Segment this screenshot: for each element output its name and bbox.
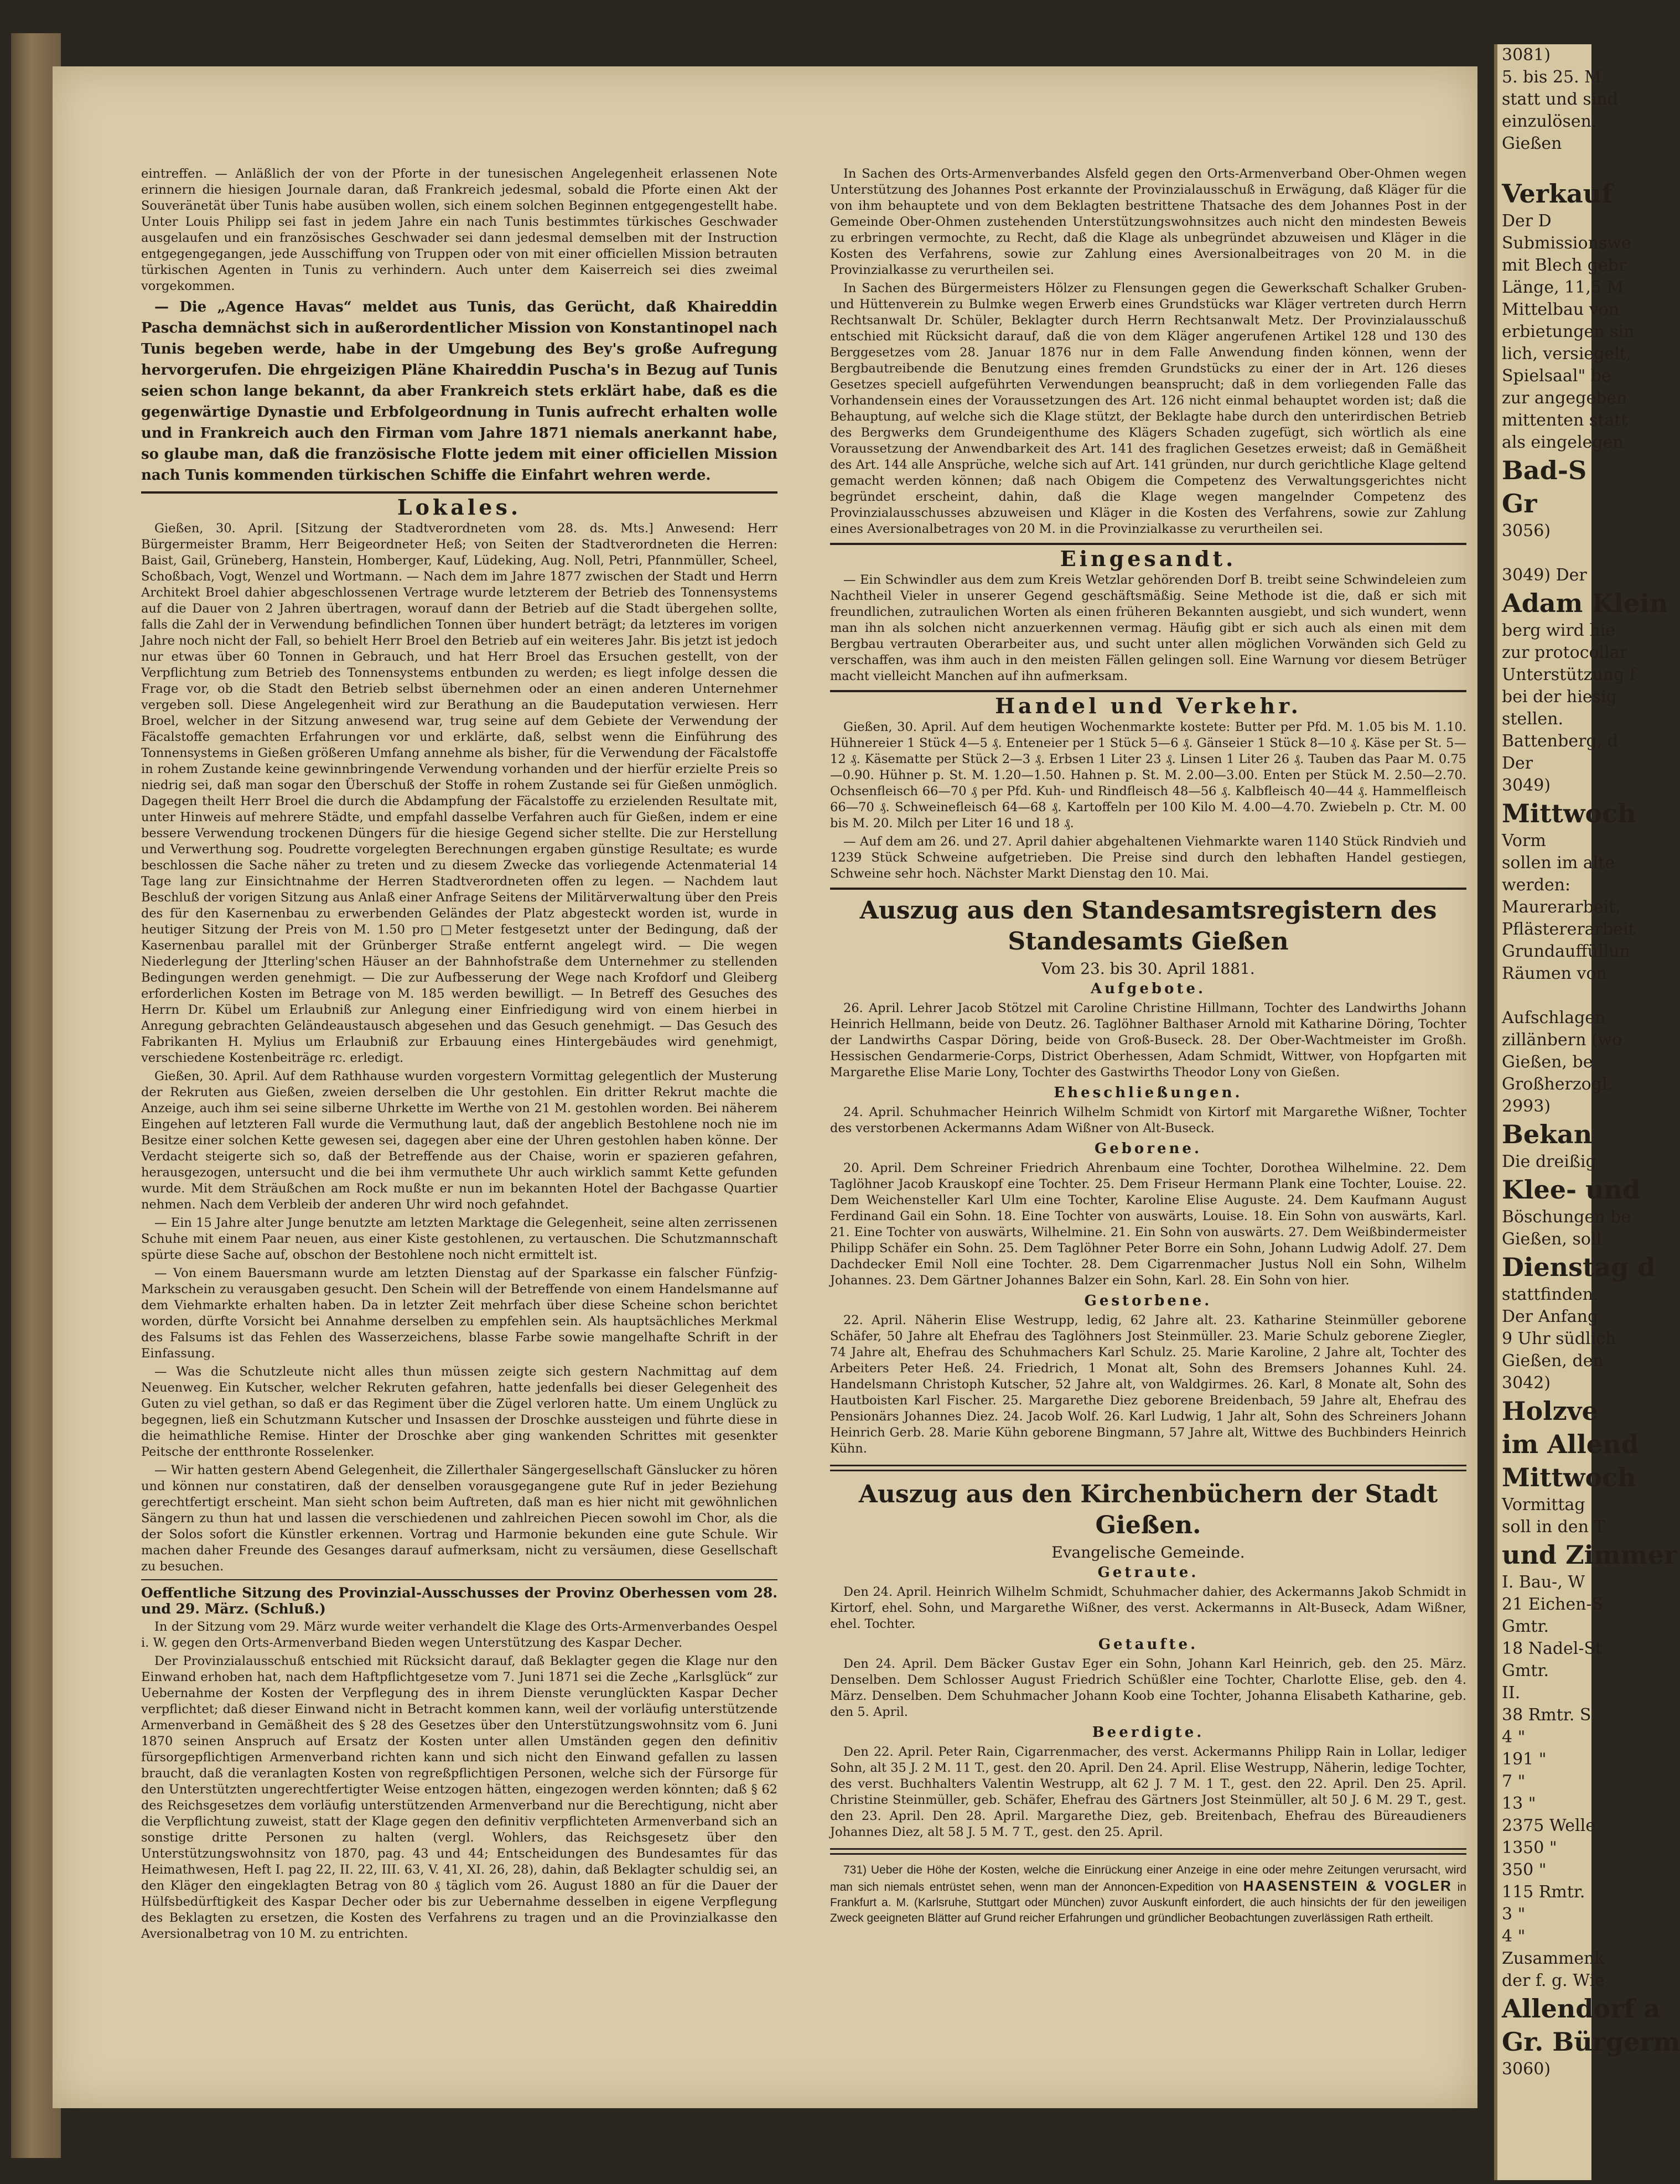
adjacent-page-line: werden: [1502, 875, 1571, 895]
adjacent-page-line: mittenten statt [1502, 411, 1628, 430]
adjacent-page-line: 115 Rmtr. [1502, 1882, 1585, 1902]
adjacent-page-line: Gießen, be [1502, 1052, 1593, 1072]
adjacent-page-line: zur protocollar [1502, 643, 1628, 662]
lokales-paragraph: — Von einem Bauersmann wurde am letzten Dienstag auf der Sparkasse ein falscher Fünfzig-Markschein zu verausgaben gesucht. Den Schein will der Betreffende von einem Handelsmanne auf dem Viehmarkte erhalten haben. Da in letzter Zeit mehrfach über diese Scheine schon berichtet worden, dürfte Vorsicht bei Annahme derselben zu empfehlen sein. Als hauptsächliches Merkmal des Falsums ist das Fehlen des Wasserzeichens, blasse Farbe sowie mangelhafte Schrift in der Einfassung. [141, 1266, 777, 1361]
adjacent-page-line: Räumen von [1502, 964, 1607, 983]
aufgebote-heading: Aufgebote. [1090, 981, 1206, 997]
adjacent-page-line: zur angegeben [1502, 388, 1627, 408]
adjacent-page-line: 4 " [1502, 1728, 1526, 1747]
adjacent-page-line: 13 " [1502, 1794, 1536, 1813]
adjacent-page-line: erbietungen sin [1502, 322, 1635, 341]
divider [830, 690, 1466, 692]
lokales-paragraph: — Was die Schutzleute nicht alles thun müssen zeigte sich gestern Nachmittag auf dem Neuenweg. Ein Kutscher, welcher Rekruten gefahren, hatte jedenfalls bei dieser Gelegenheit des Guten zu viel gethan, so daß er das Regiment über die Zügel verloren hatte. Um einem Unglück zu begegnen, ließ ein Schutzmann Kutscher und Insassen der Droschke aussteigen und führte diese in die heimathliche Remise. Hinter der Droschke aber ging wankenden Schrittes mit gesenkter Peitsche der entthronte Rosselenker. [141, 1365, 777, 1459]
adjacent-page-line: sollen im alte [1502, 853, 1615, 873]
handel-heading: Handel und Verkehr. [995, 693, 1302, 718]
oeffentliche-paragraph: Der Provinzialausschuß entschied mit Rücksicht darauf, daß Beklagter gegen die Klage nur den Einwand erhoben hat, nach dem Haftpflichtgesetze vom 7. Juni 1871 sei die Zeche „Karlsglück“ zur Uebernahme der Kosten der Verpflegung des in ihrem Dienste verunglückten Kaspar Decher verpflichtet; daß dieser Einwand nicht in Betracht kommen kann, weil der vorläufig unterstützende Armenverband in Gemäßheit des § 28 des Gesetzes über den Unterstützungswohnsitz vom 6. Juni 1870 seinen Anspruch auf Ersatz der Kosten unter allen Umständen gegen den definitiv fürsorgepflichtigen Armenverband richten kann und sich nicht den Einwand gefallen zu lassen braucht, daß die veranlagten Kosten von regreßpflichtigen Personen, welche sich der Fürsorge für den Unterstützten ungerechtfertigter Weise entzogen hätten, eingezogen werden könnten; daß § 62 des Reichsgesetzes dem vorläufig unterstützenden Armenverband nur die Berechtigung, nicht aber die Verpflichtung zuweist, statt der Klage gegen den definitiv verpflichteten Armenverband sich an sonstige dritte Personen zu halten (vergl. Wohlers, das Reichsgesetz über den Unterstützungswohnsitz von 1870, pag. 43 und 44; Entscheidungen des Bundesamtes für das Heimathwesen, Heft I. pag 22, II. 22, III. 63, V. 41, XI. 26, 28), dahin, daß Beklagter schuldig sei, an den Kläger den eingeklagten Betrag von 80 ₰ täglich vom 26. August 1880 an für die Dauer der Hülfsbedürftigkeit des Kaspar Decher oder bis zur Uebernahme desselben in eigene Verpflegung des Beklagten zu ersetzen, die Kosten des Verfahrens zu tragen und an die Provinzialkasse den Aversionalbetrag von 10 M. zu entrichten. [141, 1654, 777, 1941]
divider [830, 543, 1466, 545]
handel-paragraph: — Auf dem am 26. und 27. April dahier abgehaltenen Viehmarkte waren 1140 Stück Rindvieh und 1239 Stück Schweine aufgetrieben. Die Preise sind durch den lebhaften Handel gestiegen, Schweine sehr hoch. Nächster Markt Dienstag den 10. Mai. [830, 834, 1466, 881]
adjacent-page-line: 3060) [1502, 2060, 1551, 2079]
adjacent-page-line: 18 Nadel-St [1502, 1639, 1603, 1658]
kirchen-subheading: Evangelische Gemeinde. [1051, 1543, 1245, 1562]
adjacent-page-line: 5. bis 25. M [1502, 68, 1601, 87]
adjacent-page-line: Maurerarbeit, [1502, 898, 1621, 917]
adjacent-page-fragment [1494, 44, 1680, 2180]
adjacent-page-line: 3 " [1502, 1905, 1526, 1924]
adjacent-page-line: 3049) [1502, 776, 1551, 795]
sachen-paragraph: In Sachen des Orts-Armenverbandes Alsfeld gegen den Orts-Armenverband Ober-Ohmen wegen Unterstützung des Johannes Post erkannte der Provinzialausschuß in Erwägung, daß Kläger für die von ihm behauptete und von dem Beklagten bestrittene Thatsache des dem Johannes Post in der Gemeinde Ober-Ohmen zustehenden Unterstützungswohnsitzes auch nicht den mindesten Beweis zu erbringen vermochte, zu Recht, daß die Klage als unbegründet abzuweisen und Kläger in die Kosten des Verfahrens, sowie zur Zahlung eines Aversionalbeitrages von 20 M. in die Provinzialkasse zu verurtheilen sei. [830, 167, 1466, 277]
adjacent-page-line: Aufschlagen [1502, 1008, 1606, 1028]
gestorbene-text: 22. April. Näherin Elise Westrupp, ledig, 62 Jahre alt. 23. Katharine Steinmüller geborene Schäfer, 50 Jahre alt Ehefrau des Taglöhners Jost Steinmüller. 23. Marie Schulz geborene Ziegler, 74 Jahre alt, Ehefrau des Schuhmachers Karl Schulz. 25. Marie Karoline, 2 Jahre alt, Tochter des Arbeiters Peter Heß. 24. Friedrich, 1 Monat alt, Sohn des Bremsers Johannes Kuhl. 24. Handelsmann Christoph Kutscher, 52 Jahre alt, von Waldgirmes. 26. Karl, 8 Monate alt, Sohn des Hautboisten Karl Fischer. 25. Margarethe Diez geborene Breidenbach, 59 Jahre alt, Ehefrau des Pensionärs Johannes Diez. 24. Jacob Wolf. 26. Karl Ludwig, 1 Jahr alt, Sohn des Schreiners Johann Heinrich Gerb. 28. Marie Kühn geborene Bingmann, 57 Jahre alt, Wittwe des Buchbinders Heinrich Kühn. [830, 1313, 1466, 1456]
adjacent-page-line: mit Blech gebr [1502, 256, 1627, 275]
adjacent-page-line: stattfinden. [1502, 1285, 1599, 1304]
eingesandt-paragraph: — Ein Schwindler aus dem zum Kreis Wetzlar gehörenden Dorf B. treibt seine Schwindeleien zum Nachtheil Vieler in unserer Gegend geschäftsmäßig. Seine Methode ist die, daß er sich mit freundlichen, zutraulichen Worten als einen früheren Bekannten ausgiebt, und sich wundert, wenn man ihn als solchen nicht anzuerkennen vermag. Häufig gibt er sich auch als einen mit dem Bergbau vertrauten Oberarbeiter aus, und sucht unter allen möglichen Vorwänden sich Geld zu verschaffen, was ihm auch in den meisten Fällen gelingen soll. Eine Warnung vor diesem Betrüger macht vielleicht Manchen auf ihn aufmerksam. [830, 573, 1466, 683]
adjacent-page-line: soll in den T [1502, 1517, 1605, 1537]
adjacent-page-line: Gießen, soll [1502, 1230, 1602, 1249]
adjacent-page-line: Adam Klein [1502, 588, 1668, 618]
oeffentliche-sitzung-title: Oeffentliche Sitzung des Provinzial-Ausschusses der Provinz Oberhessen vom 28. und 29. März. (Schluß.) [141, 1585, 777, 1617]
adjacent-page-line: Grundauffüllun [1502, 942, 1630, 961]
adjacent-page-line: Großherzogl. [1502, 1075, 1613, 1094]
eheschliessungen-heading: Eheschließungen. [1054, 1085, 1243, 1101]
getraute-heading: Getraute. [1097, 1564, 1199, 1581]
beerdigte-heading: Beerdigte. [1092, 1724, 1205, 1741]
adjacent-page-line: Mittwoch [1502, 798, 1636, 828]
adjacent-page-line: Länge, 11,5 M [1502, 278, 1624, 297]
adjacent-page-line: im Allend [1502, 1429, 1639, 1459]
adjacent-page-line: und Zimmer [1502, 1540, 1677, 1570]
adjacent-page-line: statt und sind [1502, 90, 1618, 109]
tunis-paragraph-2: — Die „Agence Havas“ meldet aus Tunis, das Gerücht, daß Khaireddin Pascha demnächst sich in außerordentlicher Mission von Konstantinopel nach Tunis begeben werde, habe in der Umgebung des Bey's große Aufregung hervorgerufen. Die ehrgeizigen Pläne Khaireddin Puscha's in Bezug auf Tunis seien schon lange bekannt, da aber Frankreich stets erklärt habe, daß es die gegenwärtige Dynastie und Erbfolgeordnung in Tunis aufrecht erhalten wolle und in Frankreich auch den Firman vom Jahre 1871 niemals anerkannt habe, so glaube man, daß die französische Flotte jedem mit einer officiellen Mission nach Tunis kommenden türkischen Schiffe die Einfahrt wehren werde. [141, 299, 777, 484]
standesamt-heading: Auszug aus den Standesamtsregistern des Standesamts Gießen [859, 896, 1437, 956]
adjacent-page-line: Mittelbau von [1502, 300, 1620, 319]
beerdigte-text: Den 22. April. Peter Rain, Cigarrenmacher, des verst. Ackermanns Philipp Rain in Lollar, lediger Sohn, alt 35 J. 2 M. 11 T., gest. den 20. April. Den 24. April. Elise Westrupp, Näherin, ledige Tochter, des verst. Buchhalters Valentin Westrupp, alt 62 J. 7 M. 1 T., gest. den 22. April. Den 25. April. Christine Steinmüller, geb. Schäfer, Ehefrau des Gärtners Jost Steinmüller, alt 50 J. 6 M. 29 T., gest. den 23. April. Den 28. April. Margarethe Diez, geb. Breitenbach, Ehefrau des Büreaudieners Johannes Diez, alt 58 J. 5 M. 7 T., gest. den 25. April. [830, 1745, 1466, 1839]
adjacent-page-line: 3081) [1502, 45, 1551, 65]
left-column [141, 166, 777, 1944]
double-divider [830, 1848, 1466, 1855]
adjacent-page-line: Bad-S [1502, 455, 1587, 485]
sachen-paragraph: In Sachen des Bürgermeisters Hölzer zu Flensungen gegen die Gewerkschaft Schalker Gruben- und Hüttenverein zu Bulmke wegen Erwerb eines Grundstücks war Kläger vertreten durch Herrn Rechtsanwalt Dr. Schüler, Beklagter durch Herrn Rechtsanwalt Metz. Der Provinzialausschuß entschied mit Rücksicht darauf, daß die von dem Kläger angerufenen Artikel 128 und 130 des Berggesetzes vom 28. Januar 1876 nur in dem Falle Anwendung finden können, wenn der Bergbautreibende die Benutzung eines fremden Grundstücks zu einer der in Art. 126 dieses Gesetzes speciell aufgeführten Verwendungen beansprucht; daß in dem vorliegenden Falle das Vorhandensein eines der Voraussetzungen des Art. 126 nicht einmal behauptet worden ist; daß die Behauptung, auf welche sich die Klage stützt, der Beklagte habe durch den unterirdischen Betrieb des Bergwerks dem Grundeigenthume des Klägers Schaden zugefügt, sich wörtlich als eine Voraussetzung der Anwendbarkeit des Art. 141 des fraglichen Gesetzes erweist; daß in Gemäßheit des Art. 144 alle Ansprüche, welche sich auf Art. 141 gründen, nur durch gerichtliche Klage geltend gemacht werden können; daß nach Obigem die Competenz des Verwaltungsgerichtes nicht begründet erscheint, dahin, daß die Klage wegen mangelnder Competenz des Provinzialausschusses abzuweisen und Kläger in die Kosten des Verfahrens, sowie zur Zahlung eines Aversionalbetrages von 20 M. in die Provinzialkasse zu verurtheilen sei. [830, 281, 1466, 536]
adjacent-page-line: 2375 Welle [1502, 1816, 1595, 1835]
adjacent-page-line [1497, 985, 1591, 1007]
adjacent-page-line: stellen. [1502, 709, 1564, 729]
adjacent-page-line: Dienstag d [1502, 1252, 1656, 1282]
standesamt-dates: Vom 23. bis 30. April 1881. [1041, 959, 1255, 978]
adjacent-page-line: lich, versiegelt, [1502, 344, 1632, 364]
getaufte-text: Den 24. April. Dem Bäcker Gustav Eger ein Sohn, Johann Karl Heinrich, geb. den 25. März. Denselben. Dem Schlosser August Friedrich Schüßler eine Tochter, Charlotte Elise, geb. den 4. März. Denselben. Dem Schuhmacher Johann Koob eine Tochter, Johanna Elisabeth Katharine, geb. den 5. April. [830, 1657, 1466, 1719]
adjacent-page-line: 21 Eichen-S [1502, 1595, 1604, 1614]
eingesandt-heading: Eingesandt. [1060, 546, 1237, 571]
adjacent-page-line: Der Anfang [1502, 1307, 1599, 1326]
adjacent-page-line: 7 " [1502, 1772, 1526, 1791]
lokales-paragraph: — Ein 15 Jahre alter Junge benutzte am letzten Marktage die Gelegenheit, seine alten zerrissenen Schuhe mit einem Paar neuen, aus einer Kiste gestohlenen, zu vertauschen. Die Schutzmannschaft spürte diese Sache auf, obschon der Bestohlene noch nicht ermittelt ist. [141, 1216, 777, 1262]
adjacent-page-line: Gr. Bürgerm [1502, 2027, 1680, 2057]
adjacent-page-line [1497, 542, 1591, 564]
adjacent-page-line: 350 " [1502, 1860, 1547, 1880]
adjacent-page-line: 3049) Der [1502, 566, 1587, 585]
adjacent-page-line: als eingelegen [1502, 433, 1624, 452]
right-column [830, 166, 1466, 1928]
adjacent-page-line: zillänbern (wo [1502, 1030, 1622, 1050]
adjacent-page-line: Gießen [1502, 134, 1562, 153]
adjacent-page-line: 191 " [1502, 1750, 1547, 1769]
lokales-paragraph: Gießen, 30. April. Auf dem Rathhause wurden vorgestern Vormittag gelegentlich der Musterung der Rekruten aus Gießen, zweien derselben die Uhr gestohlen. Ein dritter Rekrut machte die Anzeige, auch ihm sei seine silberne Uhrkette im Werthe von 21 M. gestohlen worden. Bei näherem Eingehen auf letzteren Fall wurde die Vermuthung laut, daß der angeblich Bestohlene noch nie im Besitze einer solchen Kette gewesen sei, dagegen aber eine der Uhren gestohlen haben könne. Der Verdacht steigerte sich so, daß der Betreffende aus der Chaise, worin er spazieren gefahren, herausgezogen, untersucht und die bei ihm vermuthete Uhr auch wirklich sammt Kette gefunden wurde. Mit dem Sträußchen am Rock mußte er nun im bekannten Hotel der Bachgasse Quartier nehmen. Nach dem Verbleib der anderen Uhr wird noch gefahndet. [141, 1069, 777, 1212]
adjacent-page-line: Zusammenk [1502, 1949, 1605, 1968]
adjacent-page-line: Battenberg, d [1502, 732, 1618, 751]
geborene-text: 20. April. Dem Schreiner Friedrich Ahrenbaum eine Tochter, Dorothea Wilhelmine. 22. Dem Taglöhner Jacob Krauskopf eine Tochter. 25. Dem Friseur Hermann Plank eine Tochter, Louise. 22. Dem Weichensteller Karl Ulm eine Tochter, Karoline Elise Auguste. 24. Dem Kaufmann August Ferdinand Gail ein Sohn. 18. Eine Tochter von auswärts, Louise. 18. Ein Sohn von auswärts, Karl. 21. Eine Tochter von auswärts, Wilhelmine. 21. Ein Sohn von auswärts. 27. Dem Weißbindermeister Philipp Schäfer ein Sohn. 25. Dem Taglöhner Peter Borre ein Sohn, Johann Ludwig Adolf. 27. Dem Dachdecker Emil Noll eine Tochter. 28. Dem Cigarrenmacher Justus Noll ein Sohn, Wilhelm Johannes. 23. Dem Gärtner Johannes Balzer ein Sohn, Karl. 28. Ein Sohn von hier. [830, 1161, 1466, 1288]
ad-firm-name: HAASENSTEIN & VOGLER [1243, 1877, 1452, 1894]
adjacent-page-line: Spielsaal" be [1502, 366, 1611, 386]
adjacent-page-line: Gr [1502, 489, 1537, 518]
gestorbene-heading: Gestorbene. [1084, 1293, 1212, 1309]
lokales-paragraph: Gießen, 30. April. [Sitzung der Stadtverordneten vom 28. ds. Mts.] Anwesend: Herr Bürgermeister Bramm, Herr Beigeordneter Heß; von Seiten der Stadtverordneten die Herren: Baist, Gail, Grüneberg, Hanstein, Homberger, Kauf, Lüdeking, Aug. Noll, Petri, Pfannmüller, Scheel, Schoßbach, Vogt, Wenzel und Wortmann. — Nach dem im Jahre 1877 zwischen der Stadt und Herrn Architekt Broel dahier abgeschlossenen Vertrage wurde letzterem der Betrieb des Tonnensystems auf die Dauer von 2 Jahren übertragen, worauf dann der Betrieb auf die Stadt übergehen sollte, falls die Zahl der in Verwendung befindlichen Tonnen über hundert beträgt; da letzteres im vorigen Jahre noch nicht der Fall, so behielt Herr Broel den Betrieb auf ein weiteres Jahr. Bis jetzt ist jedoch nur etwas über 60 Tonnen in Gebrauch, und hat Herr Broel das Ersuchen gestellt, von der Verpflichtung zum Betrieb des Tonnensystems entbunden zu werden; es liegt infolge dessen die Frage vor, ob die Stadt den Betrieb selbst übernehmen oder an einen anderen Unternehmer vergeben soll. Diese Angelegenheit wird zur Berathung an die Baudeputation verwiesen. Herr Broel, welcher in der Sitzung anwesend war, trug seine auf dem Gebiete der Verwendung der Fäcalstoffe gemachten Erfahrungen vor und erklärte, daß, selbst wenn die Einführung des Tonnensystems in Gießen größeren Umfang annehme als bisher, für die Verwendung der Fäcalstoffe in rohem Zustande keine gewinnbringende Verwendung vorhanden und der hierfür erzielte Preis so niedrig sei, daß man sogar den Überschuß der Stoffe in rohem Zustande sei für Gießen unmöglich. Dagegen theilt Herr Broel die durch die Abdampfung der Fäcalstoffe zu erzielenden Resultate mit, unter Hinweis auf mehrere Städte, und empfahl dasselbe Verfahren auch für Gießen, indem er eine bessere Verwendung trockenen Düngers für die hiesige Gegend sicher stellte. Die zur Herstellung und Verwerthung sog. Poudrette vorgelegten Berechnungen ergaben günstige Resultate; es wurde beschlossen die Sache näher zu treten und zu diesem Zwecke das vorliegende Actenmaterial 14 Tage lang zur Einsichtnahme der Herren Stadtverordneten offen zu legen. — Nachdem laut Beschluß der vorigen Sitzung aus Anlaß einer Anfrage Seitens der Militärverwaltung über den Preis des für den Kasernenbau zu erwerbenden Geländes der Platz abgesteckt worden ist, wurde in heutiger Sitzung der Preis von M. 1.50 pro □Meter festgesetzt unter der Bedingung, daß der Kasernenbau parallel mit der Grünberger Straße entfernt angelegt wird. — Die wegen Niederlegung der Jtterling'schen Häuser an der Bahnhofstraße dem Unternehmer zu stellenden Bedingungen werden genehmigt. — Die zur Aufbesserung der Wege nach Krofdorf und Gleiberg erforderlichen Kosten im Betrage von M. 185 werden bewilligt. — In Betreff des Gesuches des Herrn Dr. Kübel um Erlaubniß zur Anlegung einer Einfriedigung wird von einem hierbei in Anregung gebrachten Geländeaustausch abgesehen und das Gesuch genehmigt. — Das Gesuch des Fabrikanten H. Mylius um Erlaubniß zur Erbauung eines Hintergebäudes wird genehmigt, verschiedene Kostenbeiträge rc. erledigt. [141, 521, 777, 1065]
lokales-heading: Lokales. [397, 495, 522, 520]
oeffentliche-paragraph: In der Sitzung vom 29. März wurde weiter verhandelt die Klage des Orts-Armenverbandes Oespel i. W. gegen den Orts-Armenverband Bieden wegen Unterstützung des Kaspar Decher. [141, 1620, 777, 1650]
ad-text-a: 731) Ueber die Höhe der Kosten, welche die Einrückung einer Anzeige in eine oder mehre Zeitungen verursacht, wird man sich niemals entrüstet sehen, wenn man der Annoncen-Expedition von [830, 1864, 1466, 1894]
adjacent-page-line: Allendorf a [1502, 1994, 1661, 2024]
adjacent-page-line: Pflästererarbeit [1502, 920, 1635, 939]
adjacent-page-line: Verkauf [1502, 179, 1612, 209]
adjacent-page-line: Mittwoch [1502, 1462, 1636, 1492]
adjacent-page-line: Vormittag [1502, 1495, 1585, 1514]
divider [830, 888, 1466, 890]
advertisement [830, 1863, 1466, 1926]
adjacent-page-line: 3056) [1502, 521, 1551, 541]
adjacent-page-line: I. Bau-, W [1502, 1573, 1585, 1592]
adjacent-page-line: 4 " [1502, 1927, 1526, 1946]
adjacent-page-line [1497, 155, 1591, 177]
divider [141, 491, 777, 494]
getraute-text: Den 24. April. Heinrich Wilhelm Schmidt, Schuhmacher dahier, des Ackermanns Jakob Schmidt in Kirtorf, ehel. Sohn, und Margarethe Wißner, des verst. Ackermanns in Alt-Buseck, Adam Wißner, ehel. Tochter. [830, 1585, 1466, 1631]
eheschliessungen-text: 24. April. Schuhmacher Heinrich Wilhelm Schmidt von Kirtorf mit Margarethe Wißner, Tochter des verstorbenen Ackermanns Adam Wißner von Alt-Buseck. [830, 1105, 1466, 1135]
adjacent-page-line: Vorm [1502, 831, 1546, 850]
adjacent-page-line: 1350 " [1502, 1838, 1557, 1858]
adjacent-page-line: Der [1502, 754, 1533, 773]
adjacent-page-line: Die dreißig [1502, 1152, 1596, 1171]
adjacent-page-line: Holzve [1502, 1396, 1598, 1426]
tunis-paragraph-1: eintreffen. — Anläßlich der von der Pforte in der tunesischen Angelegenheit erlassenen Note erinnern die hiesigen Journale daran, daß Frankreich jedesmal, sobald die Pforte einen Akt der Souveränetät über Tunis habe ausüben wollen, sich einem solchen Beginnen entgegengestellt habe. Unter Louis Philipp sei fast in jedem Jahre ein nach Tunis bestimmtes türkisches Geschwader ausgelaufen und ein französisches Geschwader sei dann jedesmal demselben mit der Instruction entgegengegangen, jede Ausschiffung von Truppen oder von mit einer officiellen Mission betrauten türkischen Agenten in Tunis zu verhindern. Auch unter dem Kaiserreich sei dies zweimal vorgekommen. [141, 167, 777, 293]
adjacent-page-line: Klee- und [1502, 1175, 1641, 1205]
ad-text-b: in Frankfurt a. M. (Karlsruhe, Stuttgart oder München) zuvor Auskunft einfordert, die auch hinsichts der für den jeweiligen Zweck geeigneten Blätter auf Grund reicher Erfahrungen und gründlicher Beobachtungen zuverlässigen Rath ertheilt. [830, 1881, 1466, 1924]
divider [141, 1579, 777, 1580]
adjacent-page-line: 9 Uhr südlich [1502, 1329, 1616, 1348]
adjacent-page-line: II. [1502, 1683, 1521, 1703]
getaufte-heading: Getaufte. [1098, 1636, 1199, 1653]
aufgebote-text: 26. April. Lehrer Jacob Stötzel mit Caroline Christine Hillmann, Tochter des Landwirths Johann Heinrich Hellmann, beide von Deutz. 26. Taglöhner Balthaser Arnold mit Katharine Döring, Tochter der Landwirths Caspar Döring, beide von Groß-Buseck. 28. Der Ober-Wachtmeister im Großh. Hessischen Gendarmerie-Corps, District Oberhessen, Adam Schmidt, Wittwer, von Hopfgarten mit Margarethe Elise Marie Lony, Tochter des Gastwirths Theodor Lony von Gießen. [830, 1001, 1466, 1080]
adjacent-page-line: Submissionswe [1502, 234, 1631, 253]
geborene-heading: Geborene. [1094, 1140, 1202, 1157]
adjacent-page-line: der f. g. Wie [1502, 1971, 1605, 1990]
adjacent-page-line: Gießen, den [1502, 1351, 1604, 1371]
adjacent-page-line: Gmtr. [1502, 1661, 1549, 1680]
adjacent-page-line: 38 Rmtr. S [1502, 1705, 1591, 1725]
adjacent-page-line: bei der hiesig [1502, 687, 1617, 707]
adjacent-page-line: Der D [1502, 211, 1552, 231]
adjacent-page-line: Bekan [1502, 1119, 1593, 1149]
adjacent-page-line: berg wird hie [1502, 621, 1616, 640]
adjacent-page-line: Unterstützung f [1502, 665, 1636, 684]
kirchen-heading: Auszug aus den Kirchenbüchern der Stadt Gießen. [858, 1480, 1438, 1539]
adjacent-page-line: einzulösen. [1502, 112, 1597, 131]
adjacent-page-line: 2993) [1502, 1097, 1551, 1116]
adjacent-page-line: Gmtr. [1502, 1617, 1549, 1636]
double-divider [830, 1465, 1466, 1471]
adjacent-page-line: 3042) [1502, 1373, 1551, 1393]
adjacent-page-line: Böschungen be [1502, 1207, 1631, 1227]
lokales-paragraph: — Wir hatten gestern Abend Gelegenheit, die Zillerthaler Sängergesellschaft Gänslucker zu hören und können nur constatiren, daß der denselben vorausgegangene gute Ruf in jeder Beziehung gerechtfertigt erscheint. Man sieht schon beim Auftreten, daß man es hier nicht mit gewöhnlichen Sängern zu thun hat und lassen die verschiedenen und zahlreichen Piecen sowohl im Chor, als die der Solos sofort die Künstler erkennen. Vortrag und Harmonie bekunden eine gute Schule. Wir machen daher Freunde des Gesanges darauf aufmerksam, nicht zu versäumen, diese Gesellschaft zu besuchen. [141, 1463, 777, 1574]
handel-paragraph: Gießen, 30. April. Auf dem heutigen Wochenmarkte kostete: Butter per Pfd. M. 1.05 bis M. 1.10. Hühnereier 1 Stück 4—5 ₰. Enteneier per 1 Stück 5—6 ₰. Gänseier 1 Stück 8—10 ₰. Käse per St. 5—12 ₰. Käsematte per Stück 2—3 ₰. Erbsen 1 Liter 23 ₰. Linsen 1 Liter 26 ₰. Tauben das Paar M. 0.75—0.90. Hühner p. St. M. 1.20—1.50. Hahnen p. St. M. 2.00—3.00. Enten per Stück M. 2.50—2.70. Ochsenfleisch 66—70 ₰ per Pfd. Kuh- und Rindfleisch 48—56 ₰. Kalbfleisch 40—44 ₰. Hammelfleisch 66—70 ₰. Schweinefleisch 64—68 ₰. Kartoffeln per 100 Kilo M. 4.00—4.70. Zwiebeln p. Ctr. M. 00 bis M. 20. Milch per Liter 16 und 18 ₰. [830, 720, 1466, 831]
